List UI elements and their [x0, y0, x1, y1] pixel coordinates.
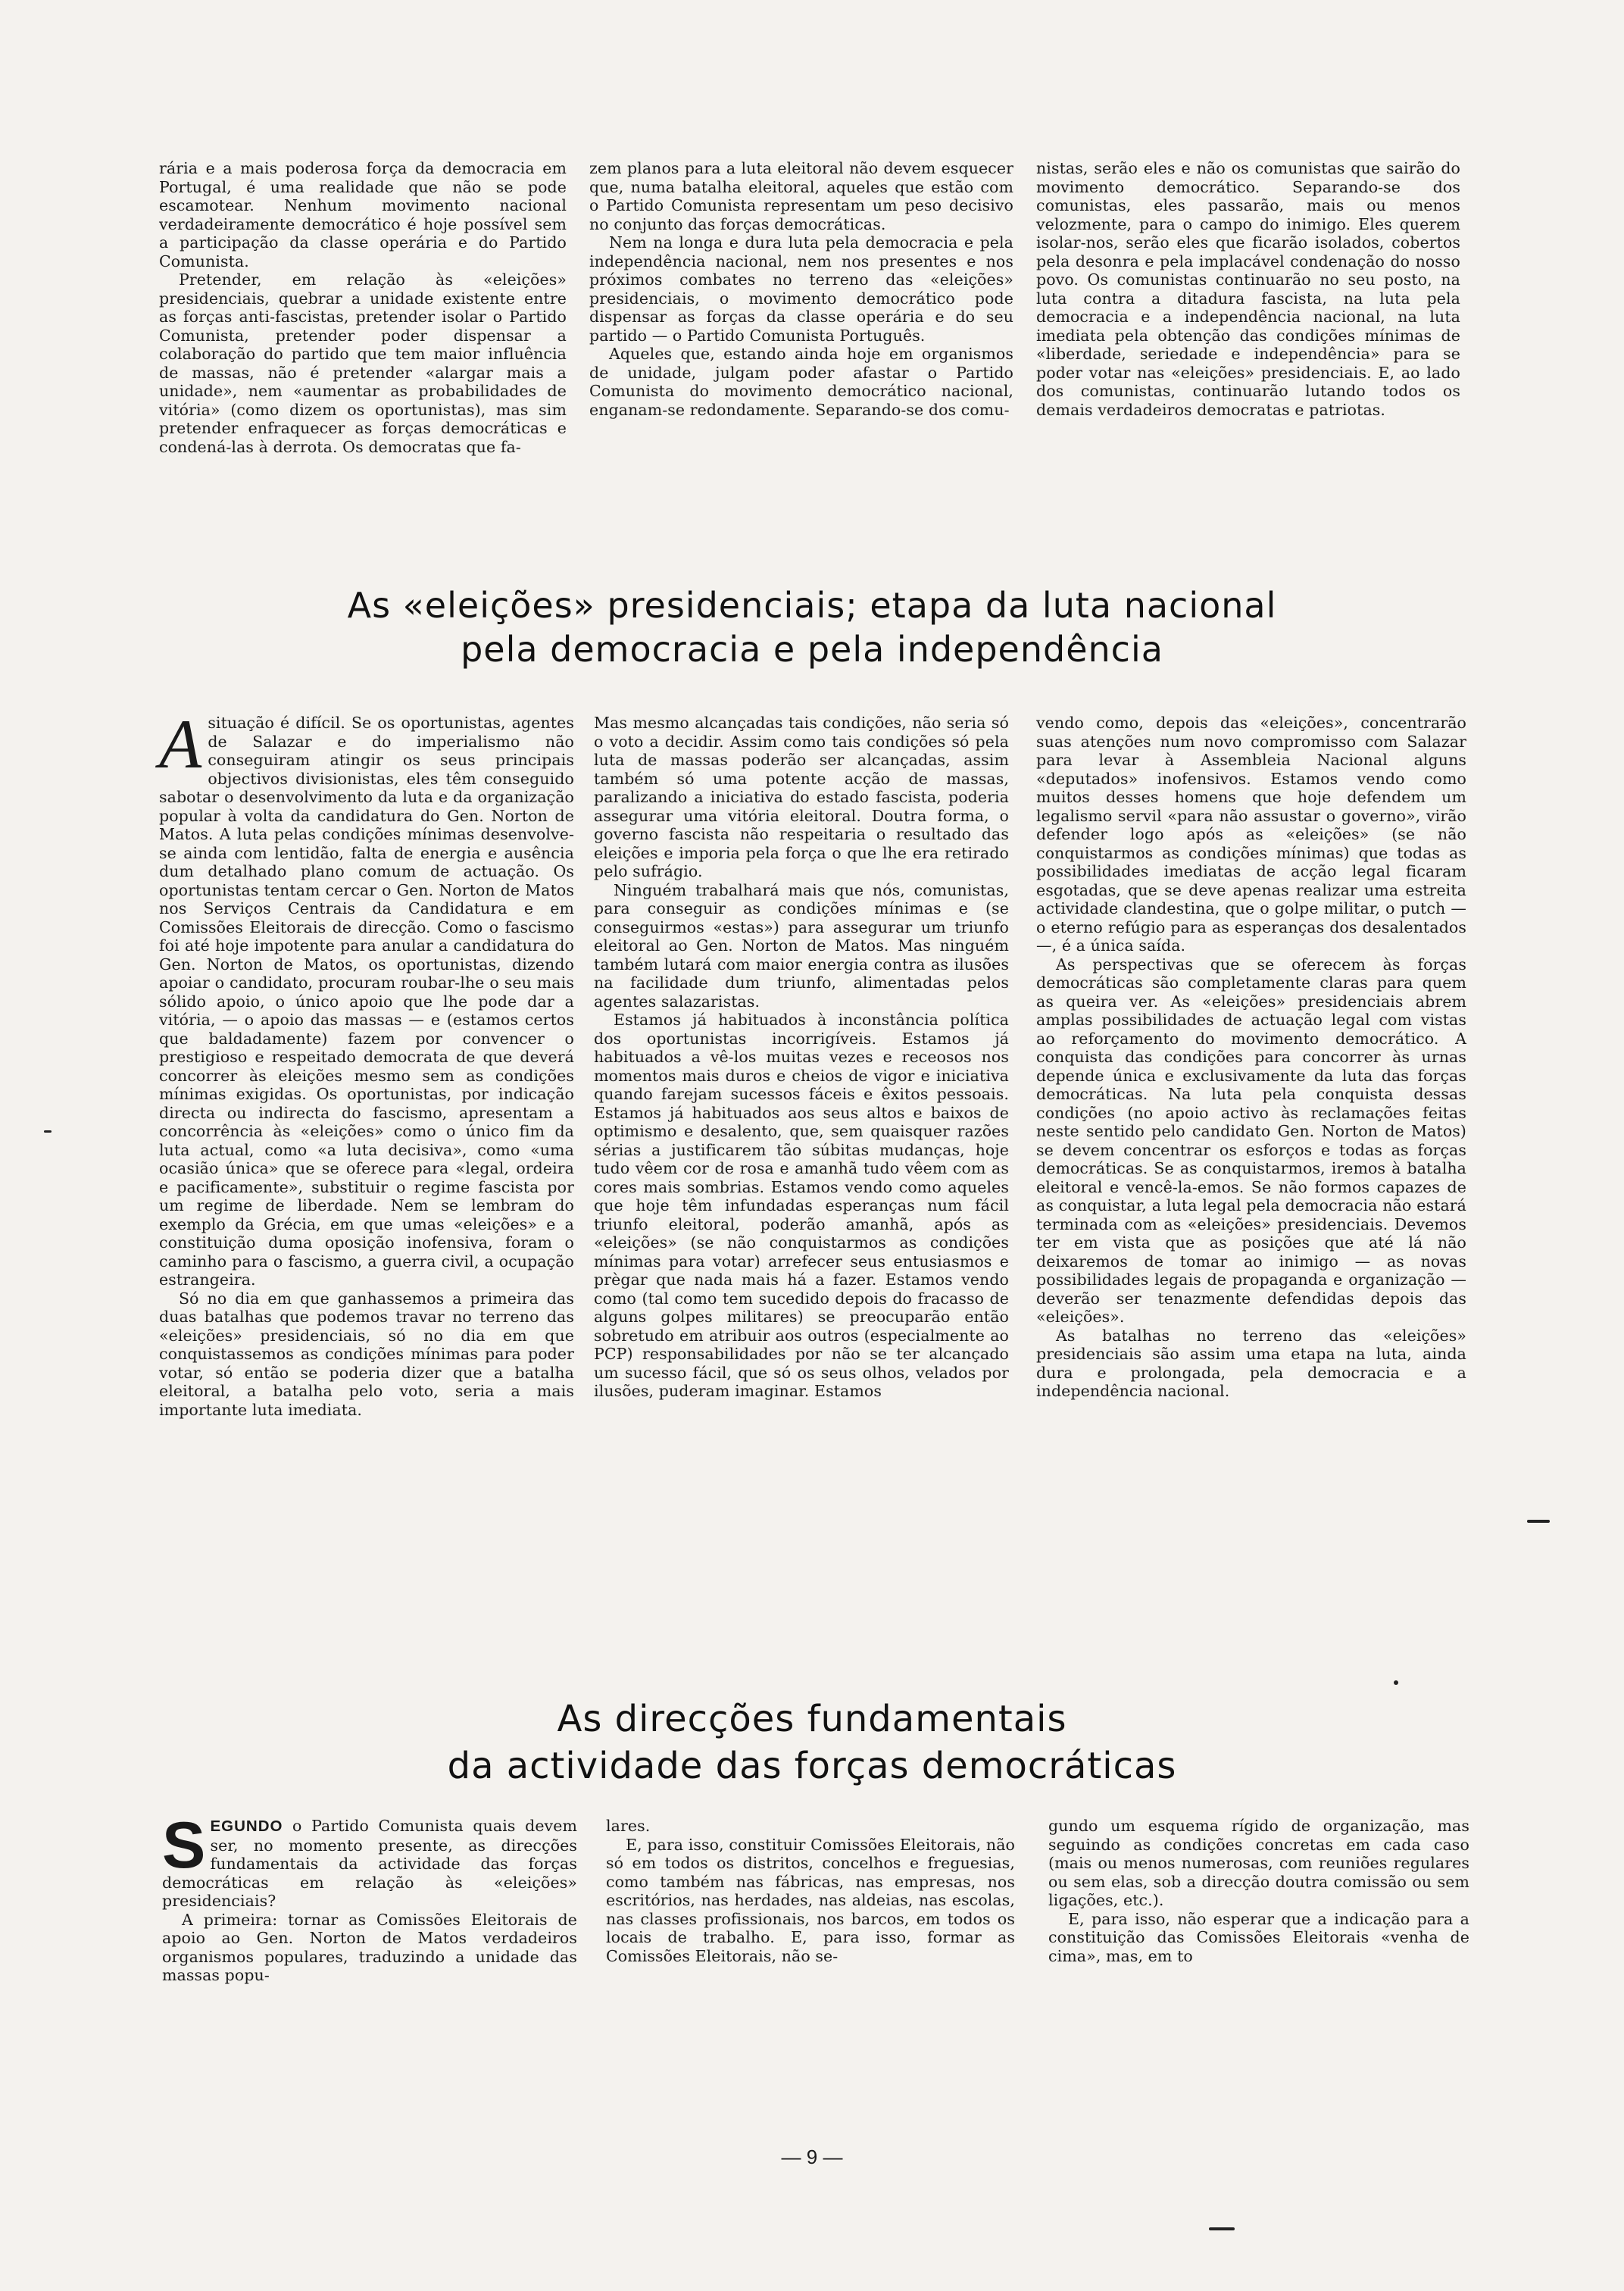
paragraph: As batalhas no terreno das «eleições» presidenciais são assim uma etapa na luta, ainda dura e prolongada, pela democracia e a independência nacional. [1036, 1326, 1466, 1400]
article-2-column-3 [1048, 1817, 1469, 1965]
paragraph: vendo como, depois das «eleições», concentrarão suas atenções num novo compromisso com Salazar para levar à Assembleia Nacional alguns «deputados» inofensivos. Estamos vendo como muitos desses homens que hoje defendem um legalismo servil «para não assustar o governo», virão defender logo após as «eleições» (se não conquistarmos as condições mínimas) que todas as possibilidades imediatas de acção legal ficaram esgotadas, que se deve apenas realizar uma estreita actividade clandestina, que o golpe militar, o putch — o eterno refúgio para as esperanças dos desalentados—, é a única saída. [1036, 714, 1466, 955]
lead-word: EGUNDO [210, 1817, 283, 1835]
paragraph: As perspectivas que se oferecem às forças democráticas são completamente claras para quem as queira ver. As «eleições» presidenciais abrem amplas possibilidades de actuação legal com vistas ao reforçamento do movimento democrático. A conquista das condições para concorrer às urnas depende única e exclusivamente da luta das forças democráticas. Na luta pela conquista dessas condições (no apoio activo às reclamações feitas neste sentido pelo candidato Gen. Norton de Matos) se devem concentrar os esforços e todas as forças democráticas. Se as conquistarmos, iremos à batalha eleitoral e vencê-la-emos. Se não formos capazes de as conquistar, a luta legal pela democracia não estará terminada com as «eleições» presidenciais. Devemos ter em vista que as posições que até lá não deixaremos de tomar ao inimigo — as novas possibilidades legais de propaganda e organização — deverão ser tenazmente defendidas depois das «eleições». [1036, 955, 1466, 1326]
ink-mark [44, 1130, 52, 1133]
paragraph: gundo um esquema rígido de organização, mas seguindo as condições concretas em cada caso (mais ou menos numerosas, com reuniões regulares ou sem elas, sob a direcção doutra comissão ou sem ligações, etc.). [1048, 1817, 1469, 1909]
paragraph: Estamos já habituados à inconstância política dos oportunistas incorrigíveis. Estamos já habituados a vê-los muitas vezes e receosos nos momentos mais duros e cheios de vigor e iniciativa quando farejam sucessos fáceis e êxitos pessoais. Estamos já habituados aos seus altos e baixos de optimismo e desalento, que, sem quaisquer razões sérias a justificarem tão súbitas mudanças, hoje tudo vêem cor de rosa e amanhã tudo vêem com as cores mais sombrias. Estamos vendo como aqueles que hoje têm infundadas esperanças num fácil triunfo eleitoral, poderão amanhã, após as «eleições» (se não conquistarmos as condições mínimas para votar) arrefecer seus entusiasmos e prègar que nada mais há a fazer. Estamos vendo como (tal como tem sucedido depois do fracasso de alguns golpes militares) se preocuparão então sobretudo em atribuir aos outros (especialmente ao PCP) responsabilidades por não se ter alcançado um sucesso fácil, que só os seus olhos, velados por ilusões, puderam imaginar. Estamos [594, 1011, 1009, 1400]
article-1-title-line-1: As «eleições» presidenciais; etapa da luta nacional [347, 585, 1277, 626]
article-2-title-line-1: As direcções fundamentais [557, 1698, 1067, 1740]
paragraph: Pretender, em relação às «eleições» presidenciais, quebrar a unidade existente entre as forças anti-fascistas, pretender isolar o Partido Comunista, pretender poder dispensar a colaboração do partido que tem maior influência de massas, não é pretender «alargar mais a unidade», nem «aumentar as probabilidades de vitória» (como dizem os oportunistas), mas sim pretender enfraquecer as forças democráticas e condená-las à derrota. Os democratas que fa- [159, 270, 567, 456]
paragraph-text: o Partido Comunista quais devem ser, no momento presente, as direcções fundamentais da actividade das forças democráticas em relação às «eleições» presidenciais? [162, 1817, 577, 1910]
paragraph: Aqueles que, estando ainda hoje em organismos de unidade, julgam poder afastar o Partido Comunista do movimento democrático nacional, enganam-se redondamente. Separando-se dos comu- [589, 345, 1013, 419]
ink-mark [1209, 2227, 1235, 2230]
paragraph: Só no dia em que ganhassemos a primeira das duas batalhas que podemos travar no terreno das «eleições» presidenciais, só no dia em que conquistassemos as condições mínimas para poder votar, só então se poderia dizer que a batalha eleitoral, a batalha pelo voto, seria a mais importante luta imediata. [159, 1289, 574, 1419]
paragraph: Ninguém trabalhará mais que nós, comunistas, para conseguir as condições mínimas e (se conseguirmos «estas») para assegurar um triunfo eleitoral ao Gen. Norton de Matos. Mas ninguém também lutará com maior energia contra as ilusões na facilidade dum triunfo, alimentadas pelos agentes salazaristas. [594, 880, 1009, 1011]
article-1-title-line-2: pela democracia e pela independência [461, 629, 1163, 670]
paragraph [162, 1809, 577, 1911]
paragraph-text: situação é difícil. Se os oportunistas, agentes de Salazar e do imperialismo não conseguiram atingir os seus principais objectivos divisionistas, eles têm conseguido sabotar o desenvolvimento da luta e da organização popular à volta da candidatura do Gen. Norton de Matos. A luta pelas condições mínimas desenvolve-se ainda com lentidão, falta de energia e ausência dum detalhado plano comum de actuação. Os oportunistas tentam cercar o Gen. Norton de Matos nos Serviços Centrais da Candidatura e em Comissões Eleitorais de direcção. Como o fascismo foi até hoje impotente para anular a candidatura do Gen. Norton de Matos, os oportunistas, dizendo apoiar o candidato, procuram roubar-lhe o seu mais sólido apoio, o único apoio que lhe pode dar a vitória, — o apoio das massas — e (estamos certos que baldadamente) fazem por convencer o prestigioso e respeitado democrata de que deverá concorrer às eleições mesmo sem as condições mínimas exigidas. Os oportunistas, por indicação directa ou indirecta do fascismo, apresentam a concorrência às «eleições» como o único fim da luta actual, como «a luta decisiva», como «uma ocasião única» que se oferece para «legal, ordeira e pacificamente», substituir o regime fascista por um regime de liberdade. Nem se lembram do exemplo da Grécia, em que umas «eleições» e a constituição duma oposição inofensiva, foram o caminho para o fascismo, a guerra civil, a ocupação estrangeira. [159, 714, 574, 1289]
paragraph: zem planos para a luta eleitoral não devem esquecer que, numa batalha eleitoral, aqueles que estão com o Partido Comunista representam um peso decisivo no conjunto das forças democráticas. [589, 159, 1013, 233]
top-column-2 [589, 159, 1013, 419]
top-column-3 [1036, 159, 1460, 419]
article-2-column-2 [606, 1817, 1015, 1965]
article-1-column-1 [159, 705, 574, 1419]
top-column-1 [159, 159, 567, 456]
paragraph: lares. [606, 1817, 651, 1835]
paragraph: rária e a mais poderosa força da democracia em Portugal, é uma realidade que não se pode escamotear. Nenhum movimento nacional verdadeiramente democrático é hoje possível sem a participação da classe operária e do Partido Comunista. [159, 159, 567, 270]
drop-cap: S [162, 1809, 206, 1882]
ink-mark [1394, 1680, 1398, 1685]
drop-cap: A [159, 705, 202, 783]
paragraph: A primeira: tornar as Comissões Eleitorais de apoio ao Gen. Norton de Matos verdadeiros organismos populares, traduzindo a unidade das massas popu- [162, 1910, 577, 1984]
article-1-column-2 [594, 714, 1009, 1401]
article-2-column-1 [162, 1809, 577, 1985]
article-1-title [0, 583, 1624, 671]
paragraph: E, para isso, não esperar que a indicação para a constituição das Comissões Eleitorais «venha de cima», mas, em to [1048, 1909, 1469, 1965]
paragraph: E, para isso, constituir Comissões Eleitorais, não só em todos os distritos, concelhos e freguesias, como também nas fábricas, nas empresas, nos escritórios, nas herdades, nas aldeias, nas escolas, nas classes profissionais, nos barcos, em todos os locais de trabalho. E, para isso, formar as Comissões Eleitorais, não se- [606, 1835, 1015, 1965]
paragraph [159, 705, 574, 1289]
article-2-title [0, 1696, 1624, 1789]
page-number: — 9 — [781, 2146, 843, 2168]
paragraph: Nem na longa e dura luta pela democracia e pela independência nacional, nem nos presentes e nos próximos combates no terreno das «eleições» presidenciais, o movimento democrático pode dispensar as forças da classe operária e do seu partido — o Partido Comunista Português. [589, 233, 1013, 345]
article-1-column-3 [1036, 714, 1466, 1401]
paragraph: Mas mesmo alcançadas tais condições, não seria só o voto a decidir. Assim como tais condições só pela luta de massas poderão ser alcançadas, assim também só uma potente acção de massas, paralizando a iniciativa do estado fascista, poderia assegurar uma vitória eleitoral. Doutra forma, o governo fascista não respeitaria o resultado das eleições e imporia pela força o que lhe era retirado pelo sufrágio. [594, 714, 1009, 880]
article-2-title-line-2: da actividade das forças democráticas [447, 1745, 1177, 1787]
ink-mark [1527, 1520, 1550, 1523]
paragraph: nistas, serão eles e não os comunistas que sairão do movimento democrático. Separando-se dos comunistas, eles passarão, mais ou menos velozmente, para o campo do inimigo. Eles querem isolar-nos, serão eles que ficarão isolados, cobertos pela desonra e pela implacável condenação do nosso povo. Os comunistas continuarão no seu posto, na luta contra a ditadura fascista, na luta pela democracia e a independência nacional, na luta imediata pela obtenção das condições mínimas de «liberdade, seriedade e independência» para se poder votar nas «eleições» presidenciais. E, ao lado dos comunistas, continuarão lutando todos os demais verdadeiros democratas e patriotas. [1036, 159, 1460, 419]
